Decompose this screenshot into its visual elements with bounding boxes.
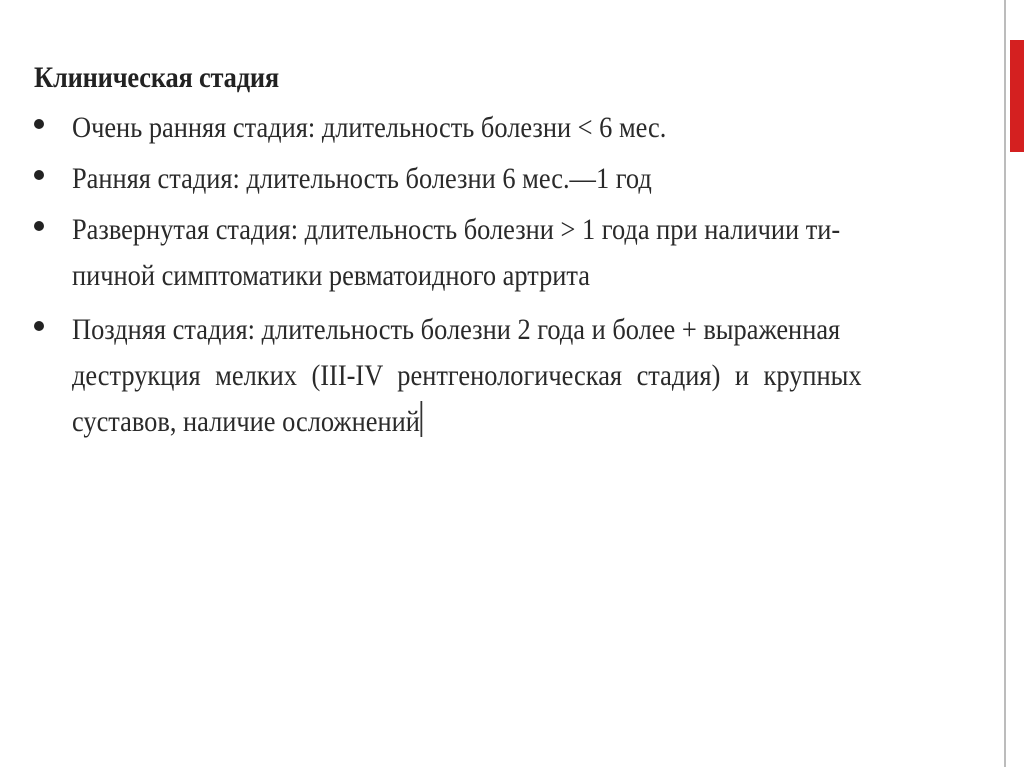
list-item-late-line3 bbox=[72, 400, 423, 444]
list-item-late-line2: деструкция мелких (III-IV рентгенологическая стадия) и крупных bbox=[72, 359, 862, 392]
slide-accent-bar bbox=[1010, 40, 1024, 152]
list-item-late-line3-text: суставов, наличие осложнений bbox=[72, 405, 420, 438]
bullet-icon bbox=[34, 221, 48, 235]
bullet-icon bbox=[34, 170, 48, 184]
slide-heading: Клиническая стадия bbox=[34, 61, 280, 94]
bullet-icon bbox=[34, 321, 48, 335]
list-item-late-line1: Поздняя стадия: длительность болезни 2 года и более + выраженная bbox=[72, 313, 841, 346]
list-item-advanced-line1: Развернутая стадия: длительность болезни > 1 года при наличии ти- bbox=[72, 213, 841, 246]
list-item-early: Ранняя стадия: длительность болезни 6 мес.—1 год bbox=[72, 162, 652, 195]
slide-edge-line bbox=[1004, 0, 1006, 767]
bullet-icon bbox=[34, 119, 48, 133]
text-cursor bbox=[421, 401, 423, 437]
list-item-very-early: Очень ранняя стадия: длительность болезни < 6 мес. bbox=[72, 111, 667, 144]
list-item-advanced-line2: пичной симптоматики ревматоидного артрита bbox=[72, 259, 591, 292]
